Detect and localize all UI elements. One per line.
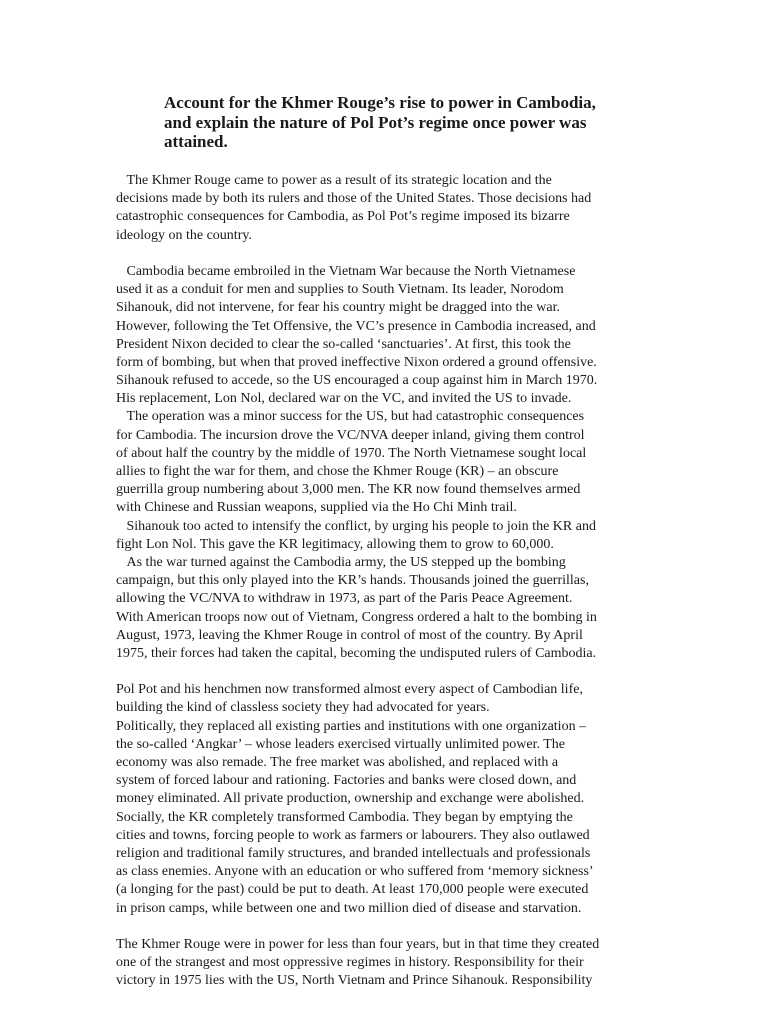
text-line: The operation was a minor success for the US, but had catastrophic consequences bbox=[116, 409, 585, 425]
text-line: Sihanouk too acted to intensify the conflict, by urging his people to join the KR and bbox=[116, 518, 596, 534]
text-line: of about half the country by the middle of 1970. The North Vietnamese sought local bbox=[116, 445, 587, 461]
text-line: However, following the Tet Offensive, the VC’s presence in Cambodia increased, and bbox=[116, 318, 596, 334]
text-line: building the kind of classless society they had advocated for years. bbox=[116, 700, 490, 716]
text-line: the so-called ‘Angkar’ – whose leaders exercised virtually unlimited power. The bbox=[116, 736, 566, 752]
paragraph bbox=[116, 172, 656, 245]
text-line: economy was also remade. The free market was abolished, and replaced with a bbox=[116, 755, 559, 770]
text-line: with Chinese and Russian weapons, supplied via the Ho Chi Minh trail. bbox=[116, 500, 517, 516]
text-line: form of bombing, but when that proved ineffective Nixon ordered a ground offensive. bbox=[116, 354, 597, 370]
text-line: guerrilla group numbering about 3,000 men. The KR now found themselves armed bbox=[116, 482, 581, 498]
text-line: (a longing for the past) could be put to death. At least 170,000 people were executed bbox=[116, 882, 589, 898]
text-line: campaign, but this only played into the KR’s hands. Thousands joined the guerrillas, bbox=[116, 573, 589, 589]
text-line: ideology on the country. bbox=[116, 227, 252, 243]
text-line: system of forced labour and rationing. Factories and banks were closed down, and bbox=[116, 773, 577, 789]
text-line: money eliminated. All private production, ownership and exchange were abolished. bbox=[116, 791, 585, 807]
text-line: Socially, the KR completely transformed Cambodia. They began by emptying the bbox=[116, 809, 573, 825]
paragraph bbox=[116, 518, 656, 554]
text-line: The Khmer Rouge came to power as a result of its strategic location and the bbox=[116, 173, 552, 188]
text-line: cities and towns, forcing people to work as farmers or labourers. They also outlawed bbox=[116, 827, 590, 843]
paragraph bbox=[116, 554, 656, 663]
text-line: 1975, their forces had taken the capital, becoming the undisputed rulers of Cambodia. bbox=[116, 645, 597, 661]
title-line: and explain the nature of Pol Pot’s regime once power was bbox=[164, 112, 587, 132]
title-line: Account for the Khmer Rouge’s rise to power in Cambodia, bbox=[164, 93, 596, 112]
text-line: His replacement, Lon Nol, declared war on the VC, and invited the US to invade. bbox=[116, 391, 572, 407]
text-line: Sihanouk refused to accede, so the US encouraged a coup against him in March 1970. bbox=[116, 373, 598, 389]
paragraph-spacer bbox=[116, 245, 656, 263]
text-line: victory in 1975 lies with the US, North Vietnam and Prince Sihanouk. Responsibility bbox=[116, 973, 593, 989]
document-title bbox=[164, 93, 664, 152]
text-line: one of the strangest and most oppressive regimes in history. Responsibility for their bbox=[116, 955, 584, 971]
text-line: used it as a conduit for men and supplies to South Vietnam. Its leader, Norodom bbox=[116, 282, 564, 298]
text-line: religion and traditional family structures, and branded intellectuals and professionals bbox=[116, 845, 591, 861]
paragraph bbox=[116, 718, 656, 918]
text-line: With American troops now out of Vietnam, Congress ordered a halt to the bombing in bbox=[116, 609, 597, 625]
paragraph bbox=[116, 681, 656, 717]
text-line: allowing the VC/NVA to withdraw in 1973, as part of the Paris Peace Agreement. bbox=[116, 591, 573, 607]
text-line: President Nixon decided to clear the so-called ‘sanctuaries’. At first, this took the bbox=[116, 336, 571, 352]
paragraph bbox=[116, 263, 656, 409]
paragraph bbox=[116, 408, 656, 517]
text-line: for Cambodia. The incursion drove the VC/NVA deeper inland, giving them control bbox=[116, 427, 585, 443]
paragraph-spacer bbox=[116, 918, 656, 936]
text-line: allies to fight the war for them, and chose the Khmer Rouge (KR) – an obscure bbox=[116, 464, 559, 479]
text-line: catastrophic consequences for Cambodia, as Pol Pot’s regime imposed its bizarre bbox=[116, 209, 570, 225]
text-line: Cambodia became embroiled in the Vietnam War because the North Vietnamese bbox=[116, 263, 576, 279]
text-line: Pol Pot and his henchmen now transformed almost every aspect of Cambodian life, bbox=[116, 682, 583, 698]
text-line: in prison camps, while between one and two million died of disease and starvation. bbox=[116, 900, 582, 916]
document-body bbox=[116, 172, 656, 990]
text-line: Politically, they replaced all existing parties and institutions with one organization – bbox=[116, 718, 587, 734]
text-line: Sihanouk, did not intervene, for fear his country might be dragged into the war. bbox=[116, 300, 561, 316]
text-line: as class enemies. Anyone with an education or who suffered from ‘memory sickness’ bbox=[116, 864, 594, 880]
text-line: As the war turned against the Cambodia army, the US stepped up the bombing bbox=[116, 554, 566, 570]
text-line: August, 1973, leaving the Khmer Rouge in control of most of the country. By April bbox=[116, 627, 583, 643]
text-line: fight Lon Nol. This gave the KR legitimacy, allowing them to grow to 60,000. bbox=[116, 536, 554, 552]
paragraph-spacer bbox=[116, 663, 656, 681]
text-line: decisions made by both its rulers and those of the United States. Those decisions had bbox=[116, 191, 592, 207]
paragraph bbox=[116, 936, 656, 991]
title-line: attained. bbox=[164, 132, 228, 151]
text-line: The Khmer Rouge were in power for less than four years, but in that time they created bbox=[116, 936, 600, 952]
